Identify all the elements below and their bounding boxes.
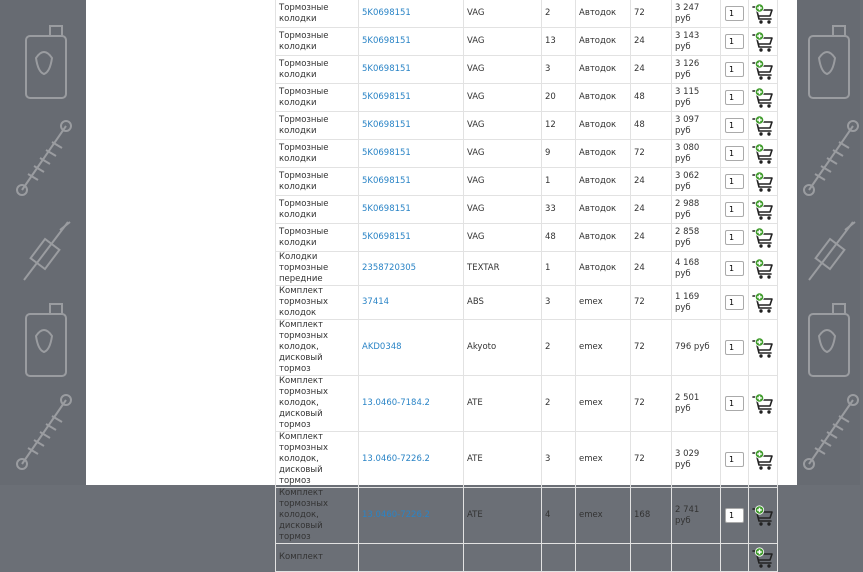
part-name-line: тормозных колодок (279, 297, 328, 318)
order-quantity-input[interactable] (725, 340, 744, 355)
table-row (276, 376, 778, 432)
brand-cell: VAG (464, 28, 542, 56)
part-number-link[interactable]: 2358720305 (359, 252, 464, 286)
order-quantity-input[interactable] (725, 62, 744, 77)
part-name-line: дисковый тормоз (279, 353, 323, 374)
supplier-cell: Автодок (576, 252, 631, 286)
delivery-time-cell: 24 (631, 224, 672, 252)
part-number-link[interactable]: 5K0698151 (359, 224, 464, 252)
stock-quantity-cell: 3 (542, 286, 576, 320)
order-quantity-cell (721, 286, 749, 320)
part-name-line: тормозных колодок, (279, 443, 328, 464)
stock-quantity-cell: 20 (542, 84, 576, 112)
part-name-cell (276, 252, 359, 286)
order-quantity-input[interactable] (725, 118, 744, 133)
table-row (276, 140, 778, 168)
table-row (276, 56, 778, 84)
part-number-link[interactable]: 5K0698151 (359, 140, 464, 168)
table-row (276, 252, 778, 286)
order-quantity-cell (721, 432, 749, 488)
part-name-line: Комплект (279, 552, 323, 562)
part-name-cell (276, 320, 359, 376)
part-name-line: Тормозные колодки (279, 2, 329, 24)
add-to-cart-icon[interactable] (752, 505, 774, 527)
part-name-line: передние (279, 274, 323, 284)
price-cell: 3 080 руб (672, 140, 721, 168)
order-quantity-cell (721, 544, 749, 572)
brand-cell: VAG (464, 168, 542, 196)
supplier-cell (576, 544, 631, 572)
order-quantity-input[interactable] (725, 295, 744, 310)
add-to-cart-icon[interactable] (752, 227, 774, 249)
oil-canister-icon (22, 22, 70, 104)
part-number-link[interactable]: AKD0348 (359, 320, 464, 376)
add-to-cart-icon[interactable] (752, 393, 774, 415)
part-name-line: Тормозные колодки (279, 114, 329, 136)
order-quantity-input[interactable] (725, 146, 744, 161)
part-name-line: дисковый тормоз (279, 409, 323, 430)
add-to-cart-icon[interactable] (752, 199, 774, 221)
supplier-cell: emex (576, 432, 631, 488)
shock-absorber-icon (14, 118, 74, 198)
order-quantity-input[interactable] (725, 261, 744, 276)
shock-absorber-icon (801, 392, 861, 472)
part-name-cell (276, 112, 359, 140)
add-to-cart-cell (749, 0, 778, 28)
part-name-line: Комплект (279, 488, 323, 498)
order-quantity-cell (721, 140, 749, 168)
supplier-cell: emex (576, 286, 631, 320)
part-name-cell (276, 196, 359, 224)
part-name-cell (276, 432, 359, 488)
add-to-cart-icon[interactable] (752, 292, 774, 314)
part-name-line: тормозных колодок, (279, 387, 328, 408)
part-name-cell (276, 56, 359, 84)
content-area (86, 0, 797, 562)
stock-quantity-cell: 12 (542, 112, 576, 140)
brand-cell: VAG (464, 196, 542, 224)
add-to-cart-icon[interactable] (752, 171, 774, 193)
order-quantity-cell (721, 224, 749, 252)
stock-quantity-cell: 3 (542, 432, 576, 488)
add-to-cart-icon[interactable] (752, 143, 774, 165)
part-number-link[interactable]: 13.0460-7184.2 (359, 376, 464, 432)
delivery-time-cell: 48 (631, 112, 672, 140)
part-name-line: дисковый тормоз (279, 465, 323, 486)
stock-quantity-cell: 33 (542, 196, 576, 224)
add-to-cart-cell (749, 544, 778, 572)
background-pattern-right (797, 0, 860, 485)
order-quantity-input[interactable] (725, 508, 744, 523)
delivery-time-cell: 24 (631, 252, 672, 286)
stock-quantity-cell: 48 (542, 224, 576, 252)
add-to-cart-cell (749, 432, 778, 488)
brand-cell: VAG (464, 56, 542, 84)
add-to-cart-icon[interactable] (752, 258, 774, 280)
delivery-time-cell: 24 (631, 168, 672, 196)
table-row (276, 84, 778, 112)
part-name-cell (276, 376, 359, 432)
oil-canister-icon (22, 300, 70, 382)
part-number-link[interactable]: 5K0698151 (359, 112, 464, 140)
part-name-line: Колодки тормозные (279, 252, 329, 273)
stock-quantity-cell (542, 544, 576, 572)
supplier-cell: Автодок (576, 0, 631, 28)
add-to-cart-cell (749, 84, 778, 112)
add-to-cart-icon[interactable] (752, 59, 774, 81)
part-number-link[interactable]: 13.0460-7226.2 (359, 488, 464, 544)
supplier-cell: Автодок (576, 140, 631, 168)
part-name-line: Комплект (279, 432, 323, 442)
part-name-cell (276, 168, 359, 196)
table-row (276, 320, 778, 376)
add-to-cart-icon[interactable] (752, 87, 774, 109)
delivery-time-cell: 48 (631, 84, 672, 112)
add-to-cart-cell (749, 140, 778, 168)
order-quantity-cell (721, 112, 749, 140)
add-to-cart-cell (749, 286, 778, 320)
order-quantity-input[interactable] (725, 6, 744, 21)
part-name-cell (276, 28, 359, 56)
part-name-cell (276, 544, 359, 572)
delivery-time-cell: 72 (631, 286, 672, 320)
spark-plug-icon (799, 210, 863, 290)
brand-cell: ATE (464, 488, 542, 544)
part-name-cell (276, 0, 359, 28)
shock-absorber-icon (801, 118, 861, 198)
order-quantity-cell (721, 488, 749, 544)
delivery-time-cell: 72 (631, 140, 672, 168)
table-row (276, 432, 778, 488)
part-number-link[interactable]: 37414 (359, 286, 464, 320)
price-cell: 3 143 руб (672, 28, 721, 56)
add-to-cart-cell (749, 252, 778, 286)
price-cell: 1 169 руб (672, 286, 721, 320)
part-name-line: тормозных колодок, (279, 499, 328, 520)
part-name-line: Тормозные колодки (279, 198, 329, 220)
price-cell: 3 126 руб (672, 56, 721, 84)
brand-cell: Akyoto (464, 320, 542, 376)
delivery-time-cell: 72 (631, 432, 672, 488)
add-to-cart-cell (749, 488, 778, 544)
order-quantity-cell (721, 320, 749, 376)
price-cell: 3 247 руб (672, 0, 721, 28)
price-cell: 4 168 руб (672, 252, 721, 286)
price-cell: 2 988 руб (672, 196, 721, 224)
brand-cell: TEXTAR (464, 252, 542, 286)
stock-quantity-cell: 1 (542, 252, 576, 286)
order-quantity-cell (721, 168, 749, 196)
part-number-link[interactable]: 5K0698151 (359, 56, 464, 84)
parts-table-body (276, 0, 778, 572)
stock-quantity-cell: 1 (542, 168, 576, 196)
delivery-time-cell: 72 (631, 0, 672, 28)
supplier-cell: emex (576, 488, 631, 544)
spark-plug-icon (14, 210, 78, 290)
price-cell: 3 029 руб (672, 432, 721, 488)
part-number-link[interactable]: 13.0460-7226.2 (359, 432, 464, 488)
part-number-link[interactable]: 5K0698151 (359, 84, 464, 112)
parts-table (275, 0, 778, 572)
supplier-cell: Автодок (576, 112, 631, 140)
supplier-cell: emex (576, 376, 631, 432)
brand-cell: VAG (464, 112, 542, 140)
table-row (276, 112, 778, 140)
table-row (276, 544, 778, 572)
brand-cell: ATE (464, 432, 542, 488)
order-quantity-cell (721, 56, 749, 84)
brand-cell: VAG (464, 84, 542, 112)
table-row (276, 28, 778, 56)
part-name-cell (276, 488, 359, 544)
order-quantity-cell (721, 0, 749, 28)
supplier-cell: Автодок (576, 84, 631, 112)
delivery-time-cell: 24 (631, 196, 672, 224)
table-row (276, 286, 778, 320)
part-name-cell (276, 224, 359, 252)
order-quantity-cell (721, 252, 749, 286)
supplier-cell: Автодок (576, 224, 631, 252)
oil-canister-icon (805, 300, 853, 382)
part-number-link[interactable]: 5K0698151 (359, 168, 464, 196)
part-name-line: Тормозные колодки (279, 170, 329, 192)
brand-cell: VAG (464, 224, 542, 252)
delivery-time-cell: 24 (631, 28, 672, 56)
order-quantity-cell (721, 84, 749, 112)
stock-quantity-cell: 13 (542, 28, 576, 56)
supplier-cell: Автодок (576, 168, 631, 196)
part-number-link[interactable]: 5K0698151 (359, 28, 464, 56)
table-row (276, 168, 778, 196)
part-name-cell (276, 140, 359, 168)
part-number-link[interactable]: 5K0698151 (359, 196, 464, 224)
part-name-line: тормозных колодок, (279, 331, 328, 352)
part-name-cell (276, 84, 359, 112)
add-to-cart-cell (749, 112, 778, 140)
part-name-line: Комплект (279, 320, 323, 330)
table-row (276, 488, 778, 544)
add-to-cart-cell (749, 224, 778, 252)
part-name-line: Комплект (279, 376, 323, 386)
brand-cell (464, 544, 542, 572)
order-quantity-cell (721, 376, 749, 432)
table-row (276, 224, 778, 252)
part-name-line: Тормозные колодки (279, 30, 329, 52)
stock-quantity-cell: 9 (542, 140, 576, 168)
stock-quantity-cell: 3 (542, 56, 576, 84)
stock-quantity-cell: 2 (542, 0, 576, 28)
order-quantity-input[interactable] (725, 34, 744, 49)
part-name-line: Тормозные колодки (279, 58, 329, 80)
delivery-time-cell: 72 (631, 320, 672, 376)
price-cell: 3 062 руб (672, 168, 721, 196)
add-to-cart-icon[interactable] (752, 547, 774, 569)
order-quantity-input[interactable] (725, 174, 744, 189)
supplier-cell: emex (576, 320, 631, 376)
part-name-line: Тормозные колодки (279, 226, 329, 248)
add-to-cart-icon[interactable] (752, 449, 774, 471)
brand-cell: ATE (464, 376, 542, 432)
order-quantity-input[interactable] (725, 90, 744, 105)
add-to-cart-icon[interactable] (752, 115, 774, 137)
price-cell: 2 741 руб (672, 488, 721, 544)
brand-cell: VAG (464, 140, 542, 168)
brand-cell: VAG (464, 0, 542, 28)
add-to-cart-cell (749, 28, 778, 56)
supplier-cell: Автодок (576, 196, 631, 224)
add-to-cart-icon[interactable] (752, 31, 774, 53)
stock-quantity-cell: 4 (542, 488, 576, 544)
stock-quantity-cell: 2 (542, 320, 576, 376)
price-cell: 3 097 руб (672, 112, 721, 140)
brand-cell: ABS (464, 286, 542, 320)
part-name-line: Тормозные колодки (279, 142, 329, 164)
order-quantity-cell (721, 28, 749, 56)
price-cell: 3 115 руб (672, 84, 721, 112)
part-number-link[interactable]: 5K0698151 (359, 0, 464, 28)
add-to-cart-icon[interactable] (752, 337, 774, 359)
part-name-cell (276, 286, 359, 320)
supplier-cell: Автодок (576, 28, 631, 56)
table-row (276, 0, 778, 28)
order-quantity-cell (721, 196, 749, 224)
price-cell: 796 руб (672, 320, 721, 376)
shock-absorber-icon (14, 392, 74, 472)
part-name-line: Тормозные колодки (279, 86, 329, 108)
add-to-cart-cell (749, 376, 778, 432)
stock-quantity-cell: 2 (542, 376, 576, 432)
add-to-cart-cell (749, 56, 778, 84)
order-quantity-input[interactable] (725, 452, 744, 467)
delivery-time-cell: 168 (631, 488, 672, 544)
order-quantity-input[interactable] (725, 396, 744, 411)
delivery-time-cell: 72 (631, 376, 672, 432)
price-cell (672, 544, 721, 572)
order-quantity-input[interactable] (725, 230, 744, 245)
part-name-line: Комплект (279, 286, 323, 296)
add-to-cart-cell (749, 320, 778, 376)
add-to-cart-cell (749, 196, 778, 224)
order-quantity-input[interactable] (725, 202, 744, 217)
price-cell: 2 501 руб (672, 376, 721, 432)
price-cell: 2 858 руб (672, 224, 721, 252)
background-pattern-left (0, 0, 86, 485)
table-row (276, 196, 778, 224)
supplier-cell: Автодок (576, 56, 631, 84)
delivery-time-cell: 24 (631, 56, 672, 84)
add-to-cart-cell (749, 168, 778, 196)
part-number-link[interactable] (359, 544, 464, 572)
delivery-time-cell (631, 544, 672, 572)
oil-canister-icon (805, 22, 853, 104)
part-name-line: дисковый тормоз (279, 521, 323, 542)
add-to-cart-icon[interactable] (752, 3, 774, 25)
